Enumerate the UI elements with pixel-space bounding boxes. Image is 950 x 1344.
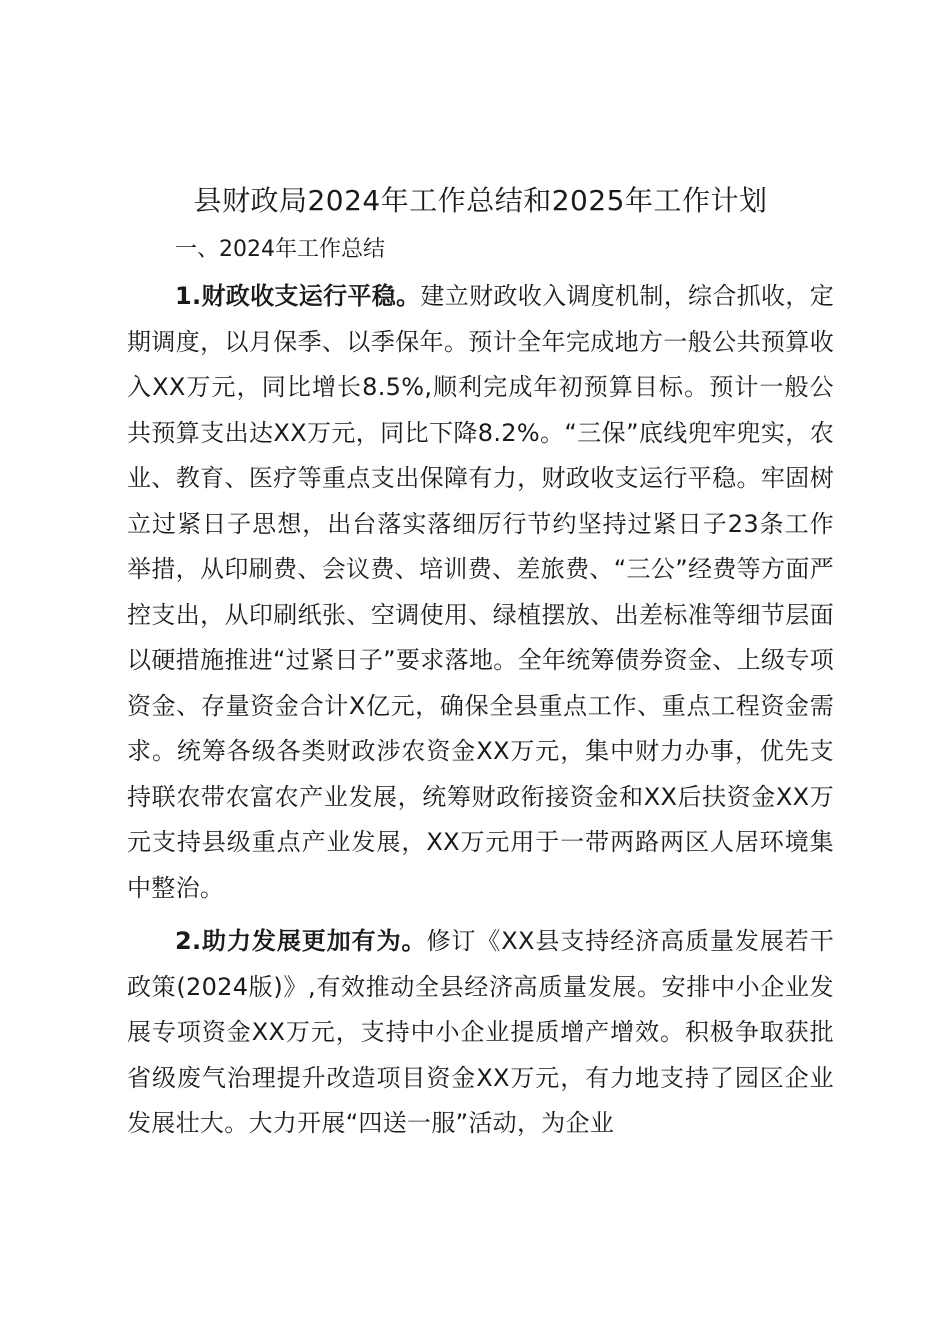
paragraph-2-heading: 2.助力发展更加有为。 xyxy=(175,927,427,955)
paragraph-1-heading: 1.财政收支运行平稳。 xyxy=(175,282,421,310)
paragraph-2 xyxy=(127,919,834,1147)
section-heading: 一、2024年工作总结 xyxy=(175,237,385,262)
paragraph-1 xyxy=(127,274,834,911)
paragraph-2-body: 修订《XX县支持经济高质量发展若干政策(2024版)》,有效推动全县经济高质量发展。安排中小企业发展专项资金XX万元，支持中小企业提质增产增效。积极争取获批省级废气治理提升改造项目资金XX万元，有力地支持了园区企业发展壮大。大力开展“四送一服”活动，为企业 xyxy=(127,927,835,1137)
paragraph-1-body: 建立财政收入调度机制，综合抓收，定期调度，以月保季、以季保年。预计全年完成地方一般公共预算收入XX万元，同比增长8.5%,顺利完成年初预算目标。预计一般公共预算支出达XX万元，同比下降8.2%。“三保”底线兜牢兜实，农业、教育、医疗等重点支出保障有力，财政收支运行平稳。牢固树立过紧日子思想，出台落实落细厉行节约坚持过紧日子23条工作举措，从印刷费、会议费、培训费、差旅费、“三公”经费等方面严控支出，从印刷纸张、空调使用、绿植摆放、出差标准等细节层面以硬措施推进“过紧日子”要求落地。全年统筹债券资金、上级专项资金、存量资金合计X亿元，确保全县重点工作、重点工程资金需求。统筹各级各类财政涉农资金XX万元，集中财力办事，优先支持联农带农富农产业发展，统筹财政衔接资金和XX后扶资金XX万元支持县级重点产业发展，XX万元用于一带两路两区人居环境集中整治。 xyxy=(127,282,834,902)
document-title: 县财政局2024年工作总结和2025年工作计划 xyxy=(193,184,768,217)
